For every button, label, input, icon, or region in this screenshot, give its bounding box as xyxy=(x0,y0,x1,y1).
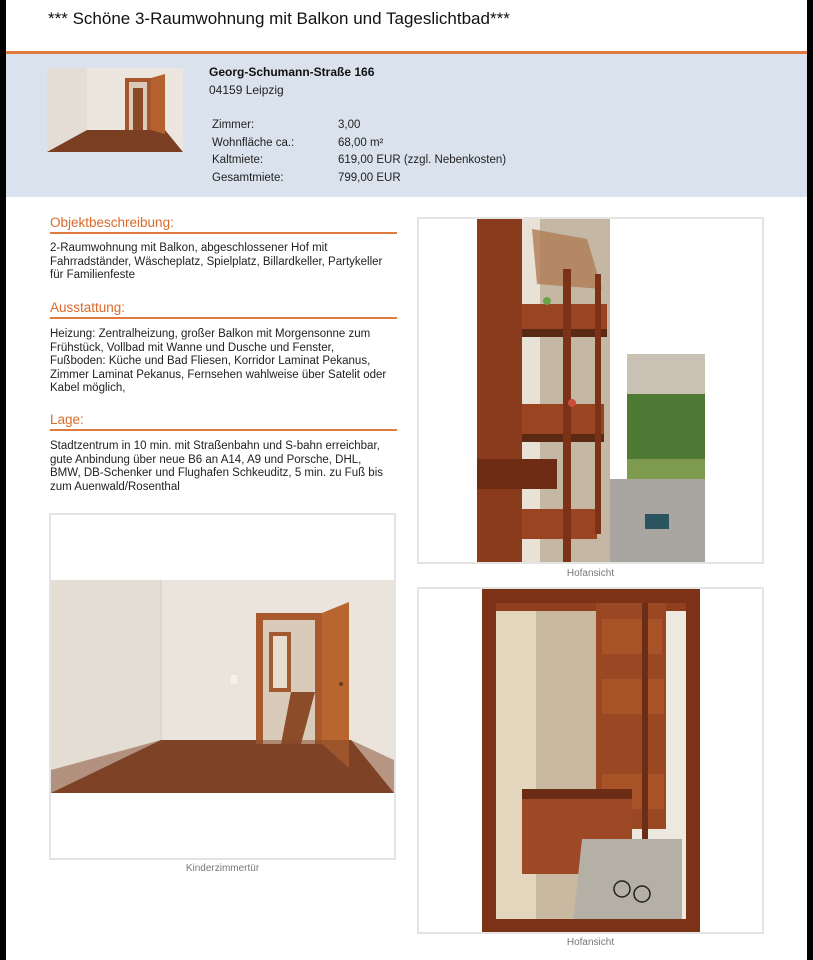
text-line: Fußboden: Küche und Bad Fliesen, Korridor Laminat Pekanus, xyxy=(50,355,371,367)
listing-title: *** Schöne 3-Raumwohnung mit Balkon und Tageslichtbad*** xyxy=(48,9,510,28)
text-line: gute Anbindung über neue B6 an A14, A9 und Porsche, DHL, xyxy=(50,453,362,466)
text-line: Kabel möglich, xyxy=(50,382,126,394)
text-line: Fahrradständer, Wäscheplatz, Spielplatz, Billardkeller, Partykeller xyxy=(50,255,383,268)
fact-label: Zimmer: xyxy=(212,119,255,131)
section-heading-equipment: Ausstattung: xyxy=(50,300,397,319)
fact-value: 619,00 EUR (zzgl. Nebenkosten) xyxy=(338,154,507,166)
text-line: BMW, DB-Schenker und Flughafen Schkeuditz, 5 min. zu Fuß bis xyxy=(50,467,384,479)
photo-caption: Kinderzimmertür xyxy=(185,863,260,874)
fact-value: 68,00 m² xyxy=(338,136,384,149)
fact-value: 799,00 EUR xyxy=(338,171,401,184)
thumbnail-photo xyxy=(47,68,183,152)
text-line: Stadtzentrum in 10 min. mit Straßenbahn und S-bahn erreichbar, xyxy=(50,440,380,452)
section-text-description xyxy=(50,242,400,283)
room-door-photo xyxy=(51,580,394,793)
address-street: Georg-Schumann-Straße 166 xyxy=(209,65,375,79)
fact-value: 3,00 xyxy=(338,119,361,131)
fact-label: Gesamtmiete: xyxy=(212,171,284,184)
section-text-equipment xyxy=(50,328,400,396)
photo-caption: Hofansicht xyxy=(566,568,615,579)
text-line: Frühstück, Vollbad mit Wanne und Dusche und Fenster, xyxy=(50,341,335,354)
section-heading-location: Lage: xyxy=(50,412,397,431)
text-line: Heizung: Zentralheizung, großer Balkon mit Morgensonne zum xyxy=(50,328,371,340)
text-line: für Familienfeste xyxy=(50,269,136,281)
courtyard-balcony-photo xyxy=(477,219,705,562)
text-line: Zimmer Laminat Pekanus, Fernsehen wahlweise über Satelit oder xyxy=(50,368,387,381)
section-heading-description: Objektbeschreibung: xyxy=(50,215,397,234)
window-balcony-photo xyxy=(482,589,700,932)
photo-frame-window xyxy=(417,587,764,934)
fact-label: Kaltmiete: xyxy=(212,154,264,166)
photo-caption: Hofansicht xyxy=(566,937,615,948)
photo-frame-courtyard xyxy=(417,217,764,564)
fact-label: Wohnfläche ca.: xyxy=(212,136,295,149)
address-city: 04159 Leipzig xyxy=(209,83,284,97)
section-text-location xyxy=(50,440,400,494)
photo-frame-room xyxy=(49,513,396,860)
text-line: 2-Raumwohnung mit Balkon, abgeschlossener Hof mit xyxy=(50,242,328,254)
listing-header xyxy=(6,51,807,197)
expose-page xyxy=(6,0,807,960)
text-line: zum Auenwald/Rosenthal xyxy=(50,480,180,493)
